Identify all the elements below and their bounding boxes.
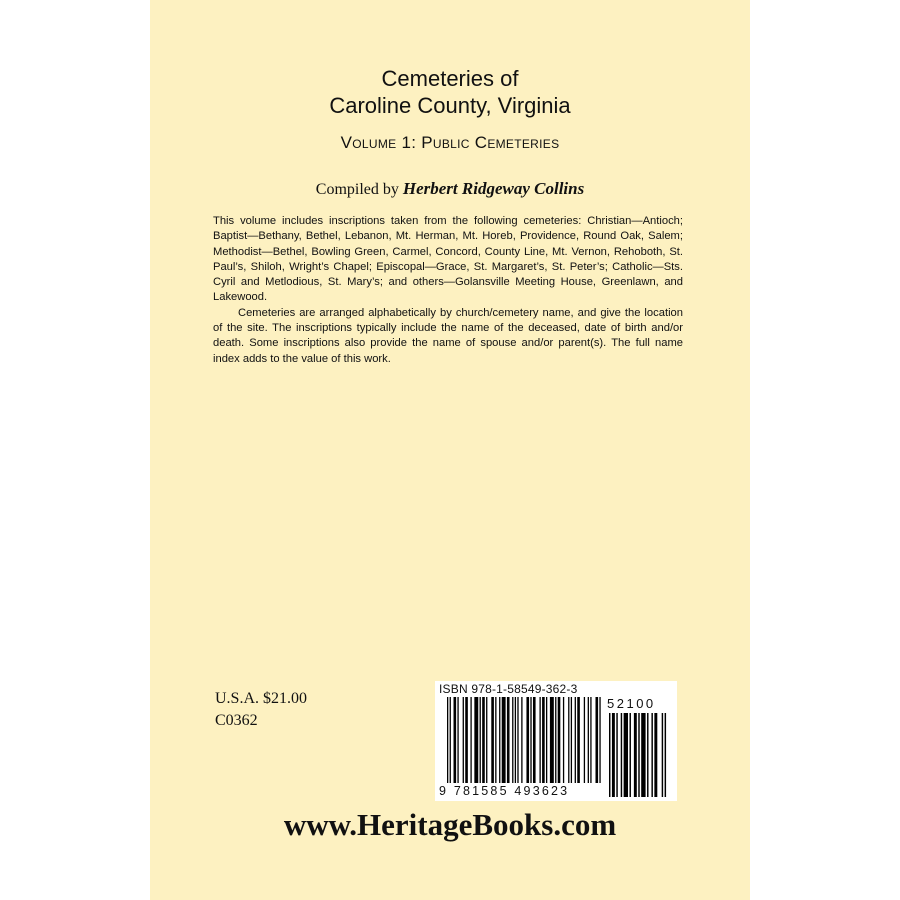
book-description	[213, 214, 683, 367]
description-paragraph-2: Cemeteries are arranged alphabetically by church/cemetery name, and give the location of the site. The inscriptions typically include the name of the deceased, date of birth and/or death. Some inscriptions also provide the name of spouse and/or parent(s). The full name index adds to the value of this work.	[213, 306, 683, 365]
barcode-bar	[530, 697, 531, 783]
barcode-bar	[638, 713, 639, 797]
barcode-bar	[539, 697, 540, 783]
volume-subtitle: Volume 1: Public Cemeteries	[340, 133, 560, 152]
barcode-bar	[463, 697, 464, 783]
barcode-bar	[577, 697, 580, 783]
barcode-bar	[526, 697, 529, 783]
barcode-bar	[533, 697, 536, 783]
barcode-bar	[486, 697, 487, 783]
publisher-website: www.HeritageBooks.com	[283, 807, 617, 842]
barcode-price-code: 52100	[607, 696, 656, 711]
barcode-bar	[621, 713, 622, 797]
barcode-bar	[454, 697, 457, 783]
barcode-bar	[515, 697, 516, 783]
barcode-bar	[495, 697, 496, 783]
barcode-bar	[512, 697, 513, 783]
barcode-bar	[595, 697, 598, 783]
barcode-bar	[575, 697, 576, 783]
barcode-bar	[616, 713, 617, 797]
barcode-addon-bars-icon	[609, 713, 669, 797]
barcode-bar	[482, 697, 485, 783]
barcode-digits: 9 781585 493623	[439, 784, 570, 798]
barcode-bar	[563, 697, 564, 783]
barcode-bar	[447, 697, 448, 783]
barcode-bar	[521, 697, 522, 783]
title-line-1: Cemeteries of	[381, 66, 519, 91]
barcode-bar	[470, 697, 471, 783]
barcode-bar	[612, 713, 615, 797]
barcode-bar	[629, 713, 630, 797]
barcode-bar	[634, 713, 637, 797]
compiled-by-prefix: Compiled by	[315, 181, 399, 198]
barcode-bar	[641, 713, 645, 797]
barcode-bar	[654, 713, 657, 797]
barcode-bar	[568, 697, 569, 783]
barcode-bar	[517, 697, 518, 783]
price: U.S.A. $21.00	[215, 690, 308, 707]
barcode-bar	[546, 697, 547, 783]
book-back-cover	[150, 0, 750, 900]
price-block	[215, 688, 307, 732]
barcode-bar	[555, 697, 556, 783]
title-line-2: Caroline County, Virginia	[329, 93, 571, 118]
barcode-bar	[590, 697, 591, 783]
barcode-bar	[584, 697, 585, 783]
product-code: C0362	[215, 712, 258, 729]
isbn-barcode	[435, 681, 677, 801]
barcode-bar	[624, 713, 628, 797]
barcode-bar	[450, 697, 451, 783]
author-name: Herbert Ridgeway Collins	[402, 179, 585, 198]
barcode-bar	[647, 713, 648, 797]
barcode-bar	[502, 697, 506, 783]
barcode-bar	[558, 697, 561, 783]
barcode-bar	[665, 713, 666, 797]
barcode-bar	[662, 713, 663, 797]
barcode-bar	[542, 697, 545, 783]
barcode-bar	[550, 697, 554, 783]
barcode-bar	[491, 697, 494, 783]
barcode-bars-icon	[447, 697, 602, 783]
barcode-bar	[599, 697, 600, 783]
compiled-by-line	[150, 178, 750, 201]
barcode-bar	[651, 713, 652, 797]
isbn-label: ISBN 978-1-58549-362-3	[439, 682, 578, 696]
barcode-bar	[609, 713, 610, 797]
description-paragraph-1: This volume includes inscriptions taken from the following cemeteries: Christian—Antioch; Baptist—Bethany, Bethel, Lebanon, Mt. Herman, Mt. Horeb, Providence, Round Oak, Salem; Methodist—Bethel, Bowling Green, Carmel, Concord, County Line, Mt. Vernon, Rehoboth, St. Paul’s, Shiloh, Wright’s Chapel; Episcopal—Grace, St. Margaret’s, St. Peter’s; Catholic—Sts. Cyril and Metlodious, St. Mary’s; and others—Golansville Meeting House, Greenlawn, and Lakewood.	[213, 215, 683, 304]
barcode-bar	[588, 697, 589, 783]
barcode-bar	[499, 697, 500, 783]
barcode-bar	[480, 697, 481, 783]
barcode-bar	[465, 697, 468, 783]
barcode-bar	[571, 697, 572, 783]
barcode-bar	[457, 697, 458, 783]
barcode-bar	[474, 697, 478, 783]
barcode-bar	[507, 697, 510, 783]
